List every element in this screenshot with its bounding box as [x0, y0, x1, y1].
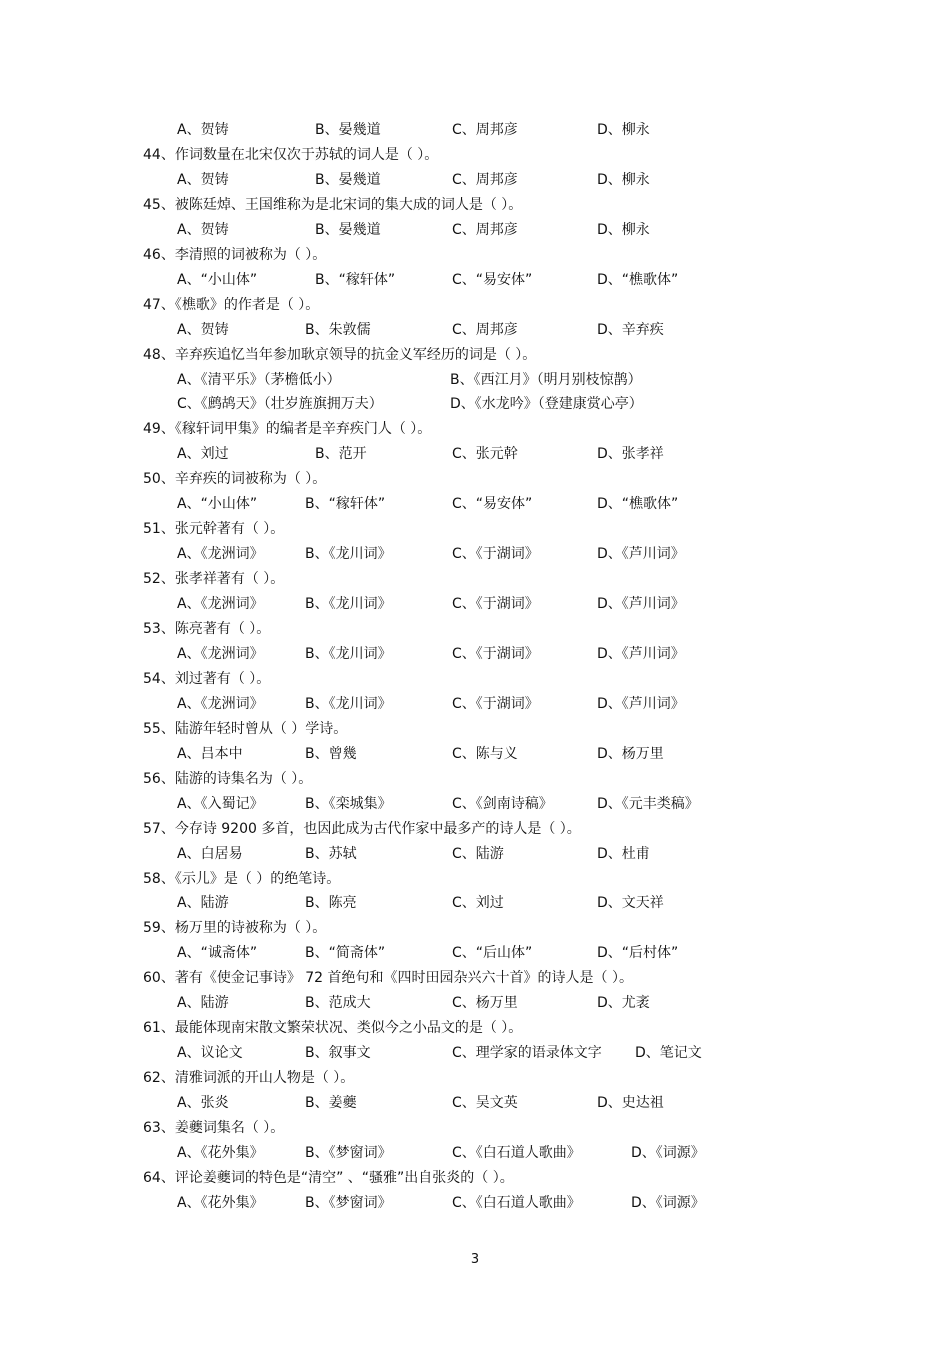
options-row — [177, 744, 917, 764]
answer-option: A、陆游 — [177, 895, 229, 912]
answer-option: C、刘过 — [452, 895, 504, 912]
answer-option: C、《于湖词》 — [452, 546, 539, 563]
answer-option: B、“稼轩体” — [305, 496, 386, 513]
answer-option: A、《花外集》 — [177, 1144, 264, 1161]
question-text: 45、被陈廷焯、王国维称为是北宋词的集大成的词人是（ ）。 — [143, 196, 523, 213]
answer-option: C、“易安体” — [452, 496, 533, 513]
answer-option: A、《龙洲词》 — [177, 645, 264, 662]
options-row — [177, 694, 917, 714]
answer-option: B、朱敦儒 — [305, 321, 371, 338]
answer-option: D、《词源》 — [631, 1194, 705, 1211]
answer-option: C、陈与义 — [452, 745, 518, 762]
answer-option: B、晏幾道 — [315, 122, 381, 138]
answer-option: B、《梦窗词》 — [305, 1144, 392, 1161]
answer-option: B、曾幾 — [305, 745, 357, 762]
options-row — [177, 1093, 917, 1113]
answer-option: C、理学家的语录体文字 — [452, 1045, 602, 1062]
answer-option: D、张孝祥 — [597, 446, 664, 463]
options-row — [177, 270, 917, 290]
answer-option: B、晏幾道 — [315, 221, 381, 238]
question-text: 44、作词数量在北宋仅次于苏轼的词人是（ ）。 — [143, 146, 439, 163]
answer-option: B、《西江月》（明月别枝惊鹊） — [450, 371, 642, 388]
answer-option: A、陆游 — [177, 995, 229, 1012]
answer-option: A、张炎 — [177, 1095, 229, 1111]
question-text: 57、今存诗 9200 多首，也因此成为古代作家中最多产的诗人是（ ）。 — [143, 820, 581, 837]
answer-option: B、范成大 — [305, 995, 371, 1012]
answer-option: D、柳永 — [597, 221, 650, 238]
answer-option: A、《清平乐》（茅檐低小） — [177, 371, 341, 388]
options-row — [177, 993, 917, 1013]
answer-option: C、陆游 — [452, 845, 504, 862]
answer-option: A、“小山体” — [177, 496, 258, 513]
answer-option: D、《芦川词》 — [597, 596, 685, 612]
options-row — [177, 1193, 917, 1213]
options-row — [177, 893, 917, 913]
answer-option: C、“易安体” — [452, 271, 533, 288]
answer-option: B、《龙川词》 — [305, 645, 392, 662]
options-row — [177, 370, 917, 390]
answer-option: A、刘过 — [177, 446, 229, 463]
options-row — [177, 444, 917, 464]
answer-option: B、“简斋体” — [305, 945, 386, 962]
answer-option: B、“稼轩体” — [315, 271, 396, 288]
options-row — [177, 120, 917, 140]
question-text: 59、杨万里的诗被称为（ ）。 — [143, 920, 327, 937]
answer-option: C、周邦彦 — [452, 171, 518, 188]
answer-option: D、尤袤 — [597, 995, 650, 1012]
question-text: 53、陈亮著有（ ）。 — [143, 621, 271, 637]
answer-option: D、“樵歌体” — [597, 271, 679, 288]
question-text: 50、辛弃疾的词被称为（ ）。 — [143, 471, 327, 488]
answer-option: D、杨万里 — [597, 745, 664, 762]
answer-option: A、《龙洲词》 — [177, 596, 264, 612]
question-text: 47、《樵歌》的作者是（ ）。 — [143, 296, 320, 313]
answer-option: D、笔记文 — [635, 1045, 702, 1062]
answer-option: B、晏幾道 — [315, 171, 381, 188]
answer-option: A、贺铸 — [177, 122, 229, 138]
options-row — [177, 170, 917, 190]
answer-option: C、《鹧鸪天》（壮岁旌旗拥万夫） — [177, 396, 383, 413]
answer-option: C、周邦彦 — [452, 321, 518, 338]
options-row — [177, 1143, 917, 1163]
answer-option: C、吴文英 — [452, 1095, 518, 1111]
page-number: 3 — [470, 1252, 480, 1267]
question-text: 52、张孝祥著有（ ）。 — [143, 571, 285, 588]
answer-option: D、“后村体” — [597, 945, 679, 962]
answer-option: C、《白石道人歌曲》 — [452, 1144, 581, 1161]
answer-option: D、柳永 — [597, 171, 650, 188]
answer-option: D、辛弃疾 — [597, 321, 664, 338]
options-row — [177, 320, 917, 340]
answer-option: A、议论文 — [177, 1045, 243, 1062]
answer-option: A、《花外集》 — [177, 1194, 264, 1211]
options-row — [177, 1043, 917, 1063]
answer-option: B、姜夔 — [305, 1095, 357, 1111]
question-text: 46、李清照的词被称为（ ）。 — [143, 246, 327, 263]
options-row — [177, 794, 917, 814]
answer-option: A、白居易 — [177, 845, 243, 862]
answer-option: B、《龙川词》 — [305, 695, 392, 712]
answer-option: D、《芦川词》 — [597, 546, 685, 563]
question-text: 60、著有《使金记事诗》 72 首绝句和《四时田园杂兴六十首》的诗人是（ ）。 — [143, 970, 633, 987]
question-text: 62、清雅词派的开山人物是（ ）。 — [143, 1070, 355, 1087]
answer-option: C、杨万里 — [452, 995, 518, 1012]
options-row — [177, 220, 917, 240]
answer-option: A、贺铸 — [177, 171, 229, 188]
answer-option: B、《梦窗词》 — [305, 1194, 392, 1211]
answer-option: C、《白石道人歌曲》 — [452, 1194, 581, 1211]
answer-option: C、《于湖词》 — [452, 645, 539, 662]
options-row — [177, 494, 917, 514]
options-row — [177, 594, 917, 614]
options-row — [177, 394, 917, 414]
answer-option: A、贺铸 — [177, 221, 229, 238]
question-text: 63、姜夔词集名（ ）。 — [143, 1120, 285, 1136]
answer-option: B、《龙川词》 — [305, 596, 392, 612]
options-row — [177, 544, 917, 564]
question-text: 49、《稼轩词甲集》的编者是辛弃疾门人（ ）。 — [143, 421, 432, 438]
answer-option: C、《于湖词》 — [452, 695, 539, 712]
answer-option: B、苏轼 — [305, 845, 357, 862]
answer-option: D、杜甫 — [597, 845, 650, 862]
question-text: 56、陆游的诗集名为（ ）。 — [143, 770, 313, 787]
question-text: 48、辛弃疾追忆当年参加耿京领导的抗金义军经历的词是（ ）。 — [143, 346, 537, 363]
answer-option: C、《于湖词》 — [452, 596, 539, 612]
options-row — [177, 943, 917, 963]
question-text: 54、刘过著有（ ）。 — [143, 670, 271, 687]
answer-option: C、《剑南诗稿》 — [452, 795, 553, 812]
answer-option: A、《龙洲词》 — [177, 695, 264, 712]
question-text: 51、张元幹著有（ ）。 — [143, 521, 285, 538]
answer-option: D、《词源》 — [631, 1144, 705, 1161]
answer-option: A、《入蜀记》 — [177, 795, 264, 812]
answer-option: C、周邦彦 — [452, 221, 518, 238]
answer-option: D、《芦川词》 — [597, 645, 685, 662]
answer-option: C、张元幹 — [452, 446, 518, 463]
answer-option: A、贺铸 — [177, 321, 229, 338]
answer-option: D、“樵歌体” — [597, 496, 679, 513]
question-text: 61、最能体现南宋散文繁荣状况、类似今之小品文的是（ ）。 — [143, 1020, 523, 1037]
answer-option: B、叙事文 — [305, 1045, 371, 1062]
options-row — [177, 644, 917, 664]
answer-option: B、陈亮 — [305, 895, 357, 912]
answer-option: A、吕本中 — [177, 745, 243, 762]
answer-option: A、“小山体” — [177, 271, 258, 288]
answer-option: D、《元丰类稿》 — [597, 795, 699, 812]
answer-option: B、范开 — [315, 446, 367, 463]
answer-option: D、《芦川词》 — [597, 695, 685, 712]
question-text: 64、评论姜夔词的特色是“清空” 、“骚雅”出自张炎的（ ）。 — [143, 1169, 514, 1186]
question-text: 55、陆游年轻时曾从（ ）学诗。 — [143, 720, 348, 737]
options-row — [177, 844, 917, 864]
answer-option: C、“后山体” — [452, 945, 533, 962]
answer-option: C、周邦彦 — [452, 122, 518, 138]
answer-option: D、《水龙吟》（登建康赏心亭） — [450, 396, 643, 413]
answer-option: D、柳永 — [597, 122, 650, 138]
answer-option: A、《龙洲词》 — [177, 546, 264, 563]
answer-option: D、史达祖 — [597, 1095, 664, 1111]
answer-option: D、文天祥 — [597, 895, 664, 912]
question-text: 58、《示儿》是（ ）的绝笔诗。 — [143, 870, 341, 887]
answer-option: A、“诚斋体” — [177, 945, 258, 962]
answer-option: B、《栾城集》 — [305, 795, 392, 812]
answer-option: B、《龙川词》 — [305, 546, 392, 563]
